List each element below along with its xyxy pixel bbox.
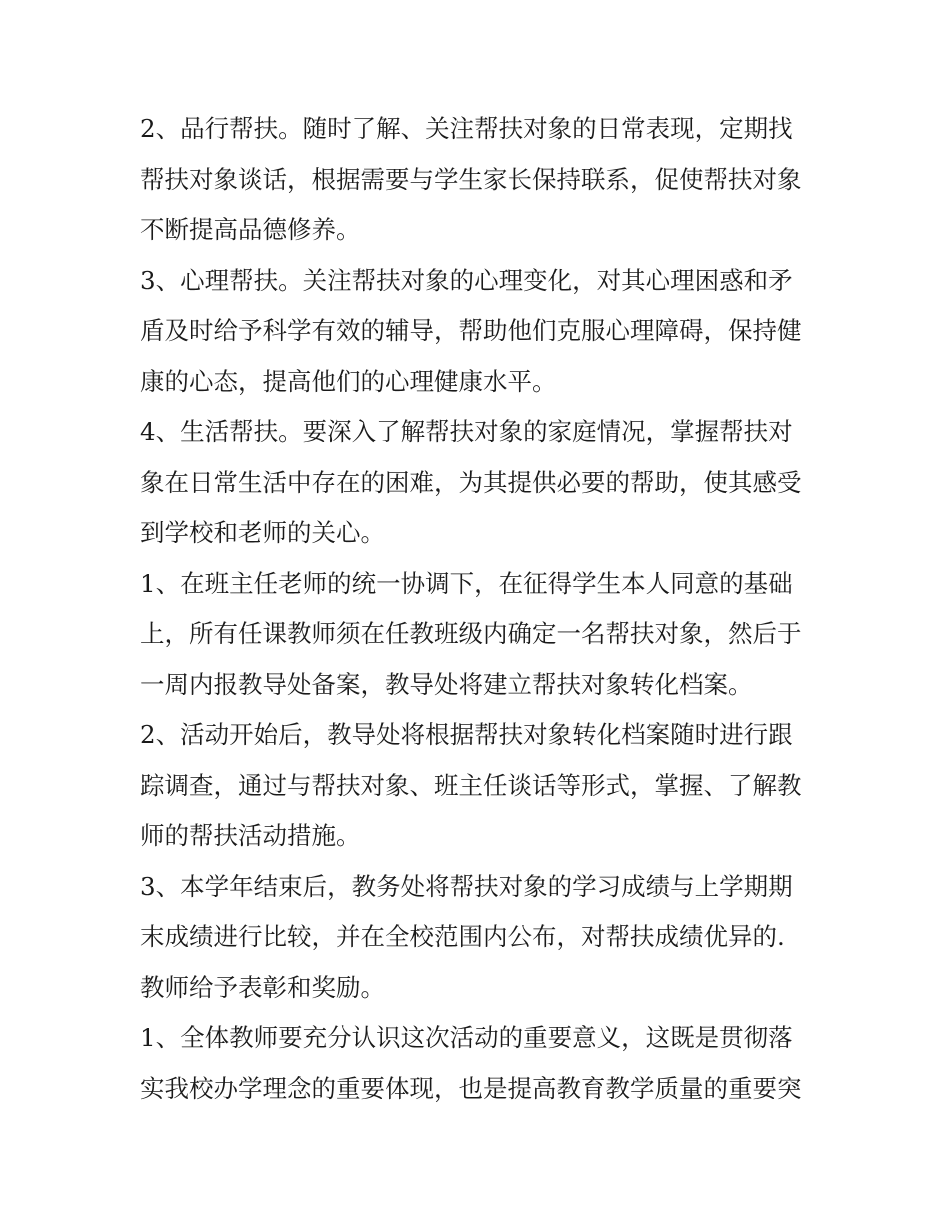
text-line: 4、生活帮扶。要深入了解帮扶对象的家庭情况，掌握帮扶对 bbox=[140, 417, 793, 446]
text-line: 康的心态，提高他们的心理健康水平。 bbox=[140, 366, 557, 396]
text-line: 象在日常生活中存在的困难，为其提供必要的帮助，使其感受 bbox=[140, 467, 802, 497]
paragraph-requirements-1 bbox=[140, 1013, 820, 1114]
text-line: 1、在班主任老师的统一协调下，在征得学生本人同意的基础 bbox=[140, 568, 793, 598]
text-line: 帮扶对象谈话，根据需要与学生家长保持联系，促使帮扶对象 bbox=[140, 164, 802, 194]
text-line: 实我校办学理念的重要体现，也是提高教育教学质量的重要突 bbox=[140, 1073, 802, 1103]
paragraph-conduct-support bbox=[140, 104, 820, 256]
text-line: 3、心理帮扶。关注帮扶对象的心理变化，对其心理困惑和矛 bbox=[140, 265, 793, 295]
text-line: 上，所有任课教师须在任教班级内确定一名帮扶对象，然后于 bbox=[140, 619, 802, 648]
text-line: 不断提高品德修养。 bbox=[140, 215, 361, 244]
paragraph-life-support bbox=[140, 407, 820, 559]
paragraph-procedure-2 bbox=[140, 710, 820, 862]
text-line: 2、品行帮扶。随时了解、关注帮扶对象的日常表现，定期找 bbox=[140, 114, 793, 143]
text-line: 盾及时给予科学有效的辅导，帮助他们克服心理障碍，保持健 bbox=[140, 316, 802, 345]
paragraph-psychological-support bbox=[140, 256, 820, 408]
text-line: 一周内报教导处备案，教导处将建立帮扶对象转化档案。 bbox=[140, 669, 753, 699]
text-line: 2、活动开始后，教导处将根据帮扶对象转化档案随时进行跟 bbox=[140, 720, 793, 749]
text-line: 教师给予表彰和奖励。 bbox=[140, 972, 385, 1002]
text-line: 末成绩进行比较，并在全校范围内公布，对帮扶成绩优异的. bbox=[140, 922, 785, 951]
paragraph-procedure-1 bbox=[140, 559, 820, 711]
text-line: 师的帮扶活动措施。 bbox=[140, 821, 361, 850]
text-line: 1、全体教师要充分认识这次活动的重要意义，这既是贯彻落 bbox=[140, 1023, 793, 1052]
document-body bbox=[140, 104, 820, 1114]
paragraph-procedure-3 bbox=[140, 862, 820, 1014]
text-line: 踪调查，通过与帮扶对象、班主任谈话等形式，掌握、了解教 bbox=[140, 770, 802, 800]
text-line: 3、本学年结束后，教务处将帮扶对象的学习成绩与上学期期 bbox=[140, 871, 793, 901]
text-line: 到学校和老师的关心。 bbox=[140, 518, 385, 547]
